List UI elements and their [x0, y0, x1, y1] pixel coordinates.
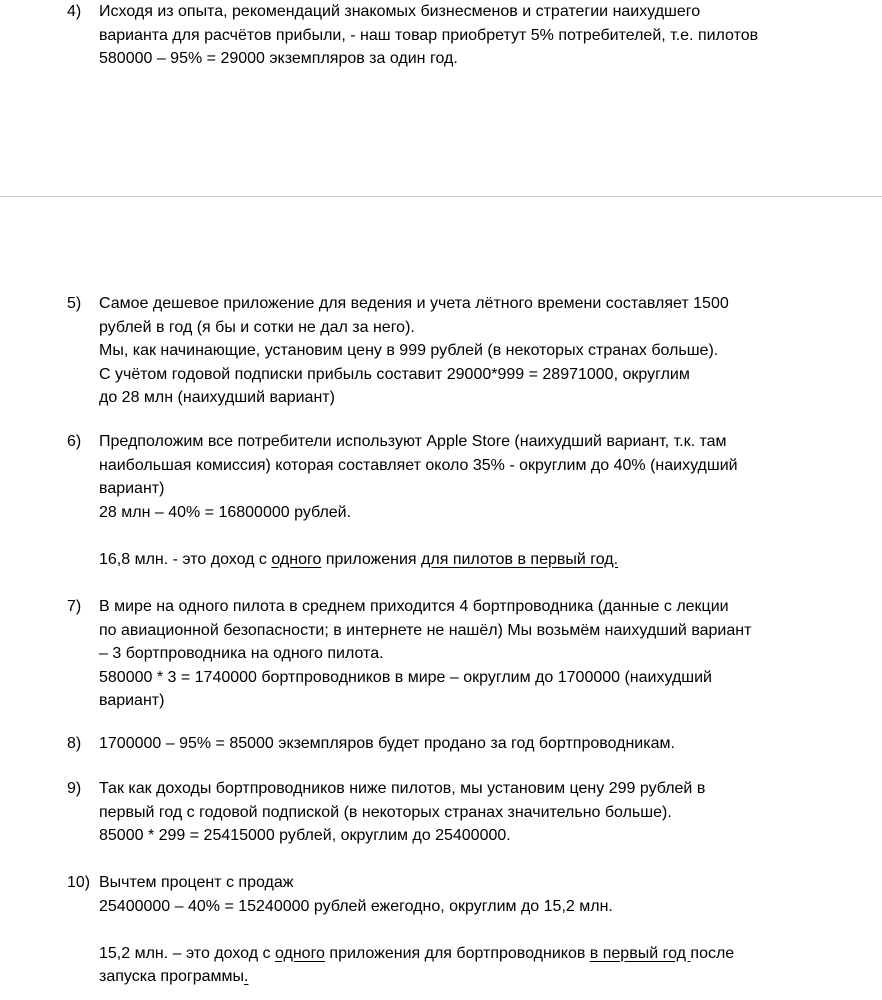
text-line: – 3 бортпроводника на одного пилота. [99, 645, 384, 662]
text-line: первый год с годовой подпиской (в некоторых странах значительно больше). [99, 803, 672, 821]
summary-text: 15,2 млн. – это доход с [99, 944, 275, 962]
item-text [99, 0, 859, 71]
item-text [99, 871, 859, 989]
text-line: 85000 * 299 = 25415000 рублей, округлим до 25400000. [99, 827, 511, 844]
text-line: Вычтем процент с продаж [99, 874, 294, 891]
document-page-bottom [0, 197, 882, 1000]
item-text [99, 292, 859, 410]
item-number: 9) [67, 780, 82, 797]
summary-text: 16,8 млн. - это доход с [99, 550, 272, 568]
item-text [99, 430, 859, 571]
text-line: Мы, как начинающие, установим цену в 999 рублей (в некоторых странах больше). [99, 342, 719, 359]
paragraph-gap [99, 918, 859, 942]
underlined-text: одного [271, 550, 322, 568]
item-number: 8) [67, 735, 82, 752]
text-line: 580000 * 3 = 1740000 бортпроводников в мире – округлим до 1700000 (наихудший [99, 668, 712, 686]
underlined-text: . [244, 968, 249, 985]
text-line: до 28 млн (наихудший вариант) [99, 389, 335, 406]
text-line: 580000 – 95% = 29000 экземпляров за один год. [99, 50, 458, 67]
text-line: 28 млн – 40% = 16800000 рублей. [99, 503, 352, 521]
text-line: Исходя из опыта, рекомендаций знакомых бизнесменов и стратегии наихудшего [99, 3, 701, 20]
text-line: Самое дешевое приложение для ведения и учета лётного времени составляет 1500 [99, 295, 729, 312]
summary-text: после [690, 944, 735, 962]
text-line: 25400000 – 40% = 15240000 рублей ежегодно, округлим до 15,2 млн. [99, 897, 613, 915]
item-text [99, 732, 859, 756]
summary-line [99, 965, 859, 989]
summary-text: приложения для бортпроводников [324, 944, 590, 962]
text-line: Предположим все потребители используют Apple Store (наихудший вариант, т.к. там [99, 433, 727, 450]
text-line: С учётом годовой подписки прибыль составит 29000*999 = 28971000, округлим [99, 365, 690, 383]
summary-text: запуска программы [99, 968, 245, 985]
text-line: по авиационной безопасности; в интернете не нашёл) Мы возьмём наихудший вариант [99, 621, 752, 639]
underlined-text: для пилотов в первый год. [421, 550, 619, 568]
item-number: 7) [67, 598, 82, 615]
item-number: 6) [67, 433, 82, 450]
text-line: вариант) [99, 692, 165, 709]
item-text [99, 595, 859, 713]
text-line: рублей в год (я бы и сотки не дал за него). [99, 318, 415, 336]
underlined-text: в первый год [589, 944, 691, 962]
text-line: варианта для расчётов прибыли, - наш товар приобретут 5% потребителей, т.е. пилотов [99, 26, 759, 44]
paragraph-gap [99, 524, 859, 548]
summary-line [99, 548, 859, 572]
item-number: 4) [67, 3, 82, 20]
underlined-text: одного [274, 944, 325, 962]
summary-line [99, 942, 859, 966]
item-number: 10) [67, 874, 91, 891]
document-page-top [0, 0, 882, 196]
text-line: В мире на одного пилота в среднем приходится 4 бортпроводника (данные с лекции [99, 598, 729, 615]
text-line: наибольшая комиссия) которая составляет около 35% - округлим до 40% (наихудший [99, 456, 738, 474]
text-line: 1700000 – 95% = 85000 экземпляров будет продано за год бортпроводникам. [99, 735, 675, 752]
item-text [99, 777, 859, 848]
summary-text: приложения [321, 550, 422, 568]
text-line: вариант) [99, 480, 165, 497]
text-line: Так как доходы бортпроводников ниже пилотов, мы установим цену 299 рублей в [99, 780, 706, 797]
item-number: 5) [67, 295, 82, 312]
